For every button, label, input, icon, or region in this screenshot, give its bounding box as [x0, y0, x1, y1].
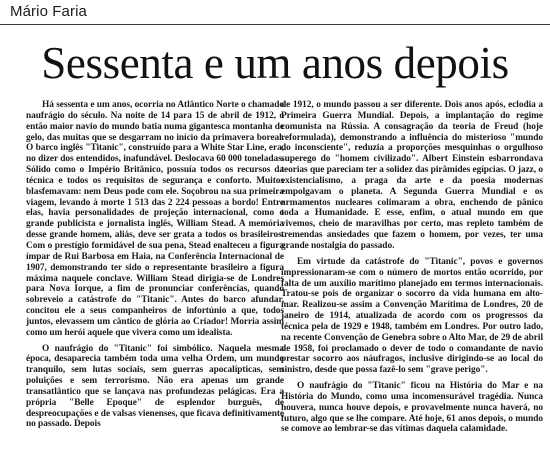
article-column-left: [26, 100, 284, 451]
byline: Mário Faria: [10, 3, 87, 20]
article-column-right: [281, 100, 543, 451]
top-divider: [0, 24, 550, 25]
paragraph: Há sessenta e um anos, ocorria no Atlântico Norte o chamado naufrágio do século. Na noite de 14 para 15 de abril de 1912, o então maior navio do mundo batia numa gigantesca montanha de gelo, das muitas que se desgarram no início da primavera boreal. O barco inglês "Titanic", construído para a White Star Line, era, no dizer dos entendidos, inafundável. Deslocava 60 000 toneladas. Sólido como o Império Britânico, possuía todos os recursos da técnica e todos os requisitos de segurança e conforto. Muitos blasfemavam: nem Deus pode com ele. Soçobrou na sua primeira viagem, levando à morte 1 513 das 2 224 pessoas a bordo! Entre elas, havia personalidades de projeção internacional, como o grande publicista e jornalista inglês, William Stead. A memória desse grande homem, aliás, deve ser grata a todos os brasileiros. Com o prestígio formidável de sua pena, Stead enalteceu a figura ímpar de Rui Barbosa em Haia, na Conferência Internacional de 1907, demonstrando ter sido o representante brasileiro a figura máxima naquele conclave. William Stead dirigia-se de Londres para Nova Iorque, a fim de pronunciar conferências, quando sobreveio a catástrofe do "Titanic". Antes do barco afundar, concitou ele a seus companheiros de infortúnio a que, todos juntos, elevassem um cântico de glória ao Criador! Morria assim como um herói aquele que vivera como um idealista.: [26, 100, 284, 338]
paragraph: de 1912, o mundo passou a ser diferente. Dois anos após, eclodia a Primeira Guerra Mundial. Depois, a implantação do regime comunista na Rússia. A consagração da teoria de Freud (hoje reformulada), demonstrando a influência do misterioso "mundo do inconsciente", reduzia a proporções mesquinhas o orgulhoso superego do "homem civilizado". Albert Einstein esbarrondava teorias que pareciam ter a solidez das pirâmides egípcias. O jazz, o existencialismo, a praga da arte e da poesia modernas empolgavam o planeta. A Segunda Guerra Mundial e os armamentos nucleares colimaram a obra, enchendo de pânico toda a Humanidade. E esse, enfim, o atual mundo em que vivemos, cheio de maravilhas por certo, mas repleto também de tremendas ansiedades que fazem o homem, por vezes, ter uma grande nostalgia do passado.: [281, 100, 543, 251]
paragraph: Em virtude da catástrofe do "Titanic", povos e governos impressionaram-se com o número de mortos então ocorrido, por falta de um auxílio marítimo planejado em termos internacionais. Tratou-se pois de organizar o socorro da vida humana em alto-mar. Realizou-se assim a Convenção Marítima de Londres, 20 de janeiro de 1914, atualizada de acordo com os progressos da técnica pela de 1929 e 1948, também em Londres. Por outro lado, na recente Convenção de Genebra sobre o Alto Mar, de 29 de abril de 1958, foi proclamado o dever de todo o comandante de navio prestar socorro aos náufragos, inclusive dirigindo-se ao local do sinistro, desde que possa fazê-lo sem "grave perigo".: [281, 256, 543, 376]
paragraph: O naufrágio do "Titanic" foi simbólico. Naquela mesma época, desaparecia também toda uma velha Ordem, um mundo tranquilo, sem lutas sociais, sem guerras apocalípticas, sem poluições e sem terrorismo. Não era apenas um grande transatlântico que se lançava nas profundezas pelágicas. Era a própria "Belle Epoque" de esplendor burguês, de despreocupações e de valsas vienenses, que ficava definitivamente no passado. Depois: [26, 343, 284, 430]
paragraph: O naufrágio do "Titanic" ficou na História do Mar e na História do Mundo, como uma incomensurável tragédia. Nunca houvera, nunca houve depois, e provavelmente nunca haverá, no futuro, algo que se lhe compare. Até hoje, 61 anos depois, o mundo se comove ao lembrar-se das vítimas daquela calamidade.: [281, 381, 543, 435]
headline: Sessenta e um anos depois: [41, 38, 509, 88]
